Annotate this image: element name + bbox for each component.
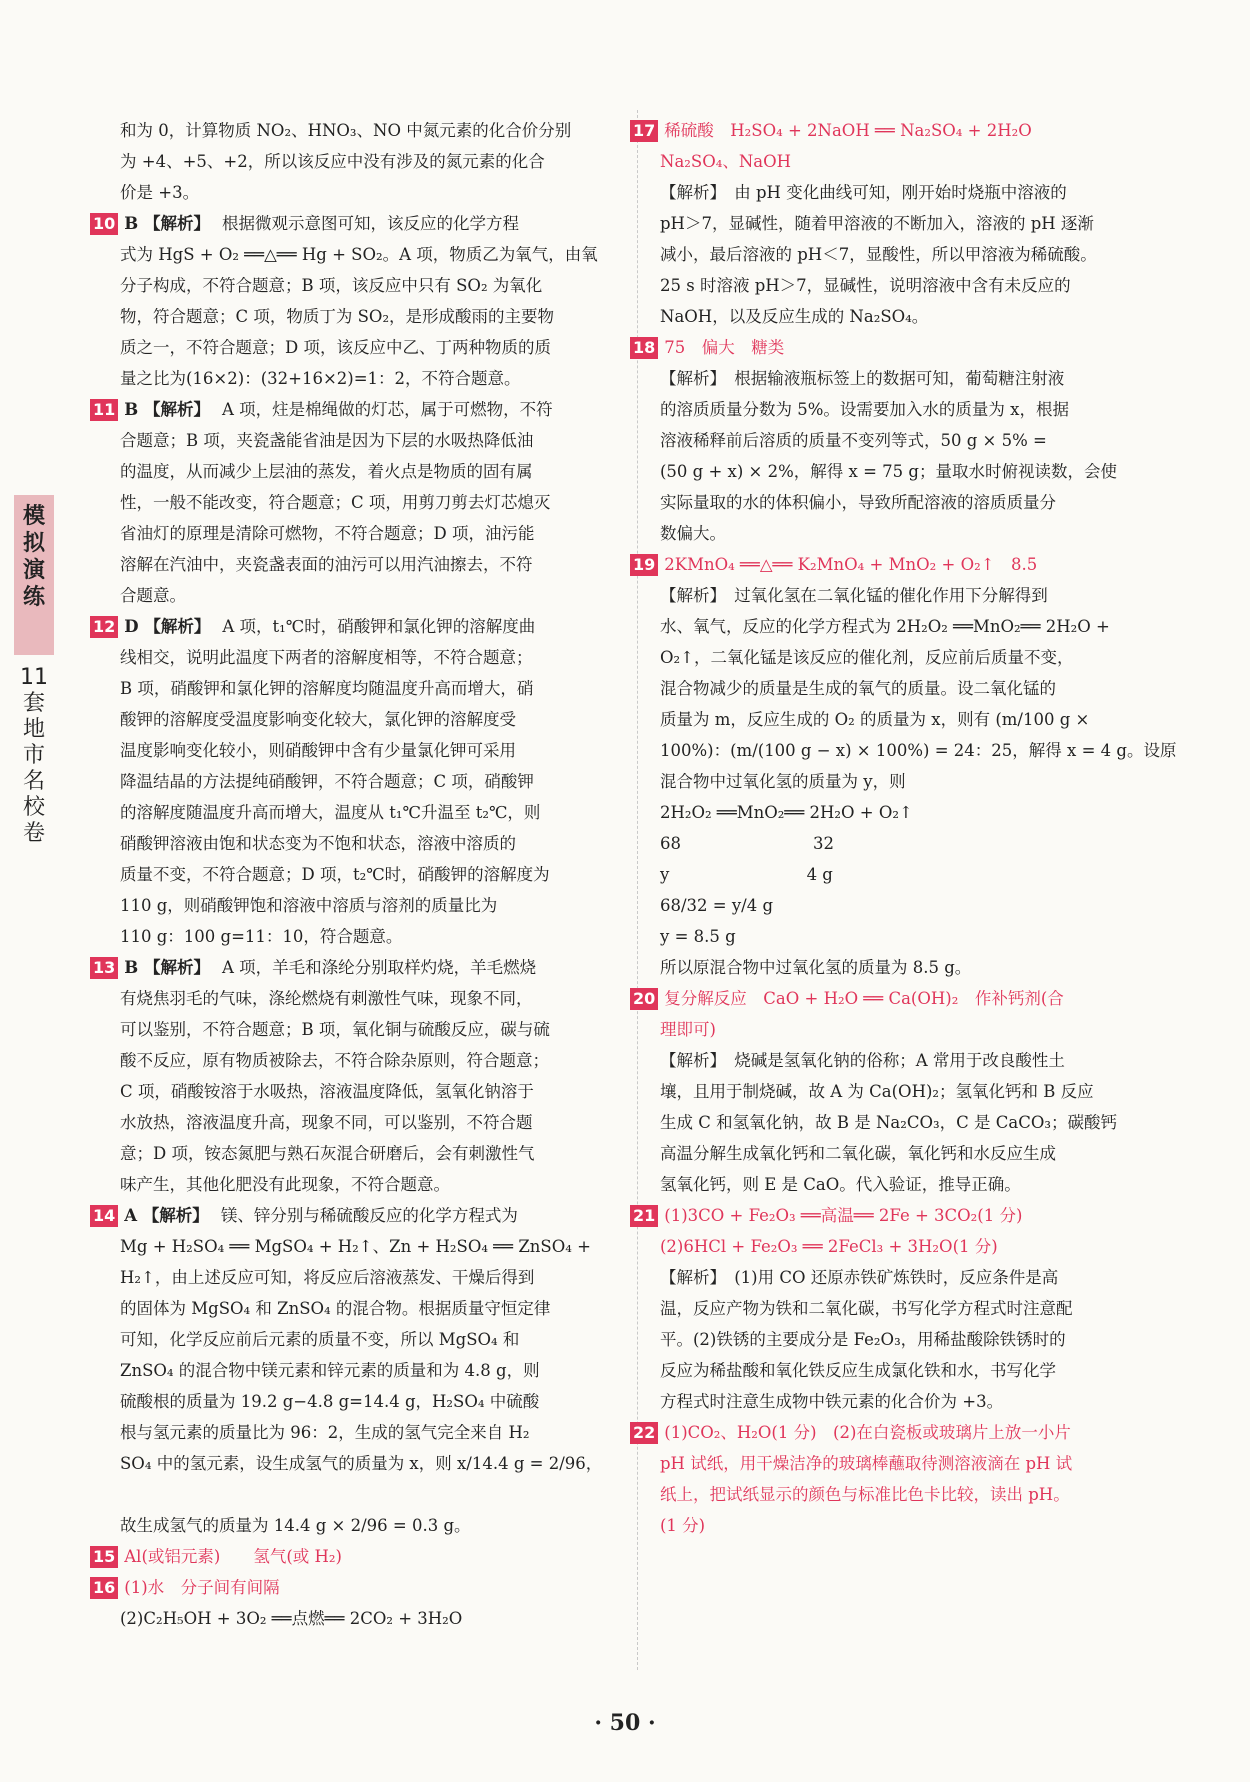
answer-heading: [633, 1417, 1180, 1448]
answer-heading: [633, 115, 1180, 146]
explanation-line: 酸不反应，原有物质被除去，不符合除杂原则，符合题意；: [120, 1051, 549, 1070]
explanation-line: 高温分解生成氧化钙和二氧化碳，氧化钙和水反应生成: [660, 1144, 1056, 1163]
explanation-line: 【解析】 过氧化氢在二氧化锰的催化作用下分解得到: [660, 586, 1048, 605]
answer-block: [93, 1200, 615, 1541]
explanation-line: (50 g + x) × 2%，解得 x = 75 g；量取水时俯视读数，会使: [660, 462, 1117, 481]
explanation-line: 和为 0，计算物质 NO₂、HNO₃、NO 中氮元素的化合价分别: [120, 121, 572, 140]
answer-heading: [93, 394, 615, 425]
explanation-line: 壤，且用于制烧碱，故 A 为 Ca(OH)₂；氢氧化钙和 B 反应: [660, 1082, 1094, 1101]
explanation-line: 实际量取的水的体积偏小，导致所配溶液的溶质质量分: [660, 493, 1056, 512]
explanation-line: 25 s 时溶液 pH＞7，显碱性，说明溶液中含有未反应的: [660, 276, 1071, 295]
answer-heading: [93, 611, 615, 642]
explanation-line: 的温度，从而减少上层油的蒸发，着火点是物质的固有属: [120, 462, 533, 481]
answer-heading: [93, 952, 615, 983]
explanation-line: 温，反应产物为铁和二氧化碳，书写化学方程式时注意配: [660, 1299, 1073, 1318]
explanation-line: 味产生，其他化肥没有此现象，不符合题意。: [120, 1175, 450, 1194]
question-number: 17: [630, 120, 658, 142]
explanation-line: NaOH，以及反应生成的 Na₂SO₄。: [660, 307, 929, 326]
explanation-line: 可知，化学反应前后元素的质量不变，所以 MgSO₄ 和: [120, 1330, 520, 1349]
answer-heading: [93, 1200, 615, 1231]
answer-key: D 【解析】: [124, 617, 211, 636]
explanation-line: 量之比为(16×2)：(32+16×2)=1：2，不符合题意。: [120, 369, 521, 388]
explanation-line: y = 8.5 g: [660, 927, 736, 946]
question-number: 20: [630, 988, 658, 1010]
answer-block: [633, 549, 1180, 983]
answer-block: [633, 983, 1180, 1200]
explanation-line: 硝酸钾溶液由饱和状态变为不饱和状态，溶液中溶质的: [120, 834, 516, 853]
explanation-line: 有烧焦羽毛的气味，涤纶燃烧有刺激性气味，现象不同，: [120, 989, 533, 1008]
answer-key: B 【解析】: [124, 214, 210, 233]
answer-block: [93, 394, 615, 611]
answer-key-continued: Na₂SO₄、NaOH: [660, 152, 792, 171]
explanation-line: (2)C₂H₅OH + 3O₂ ══点燃══ 2CO₂ + 3H₂O: [120, 1609, 463, 1628]
question-number: 11: [90, 399, 118, 421]
explanation-line: 的溶解度随温度升高而增大，温度从 t₁℃升温至 t₂℃，则: [120, 803, 541, 822]
explanation-line: 数偏大。: [660, 524, 726, 543]
explanation-line: 质量为 m，反应生成的 O₂ 的质量为 x，则有 (m/100 g ×: [660, 710, 1090, 729]
explanation-line: C 项，硝酸铵溶于水吸热，溶液温度降低，氢氧化钠溶于: [120, 1082, 534, 1101]
answer-key: 2KMnO₄ ══△══ K₂MnO₄ + MnO₂ + O₂↑ 8.5: [664, 555, 1038, 574]
explanation-line: O₂↑，二氧化锰是该反应的催化剂，反应前后质量不变，: [660, 648, 1074, 667]
side-tab-title: [14, 665, 54, 895]
explanation-line: H₂↑，由上述反应可知，将反应后溶液蒸发、干燥后得到: [120, 1268, 535, 1287]
answer-heading: [93, 208, 615, 239]
answer-block: [93, 611, 615, 952]
explanation-line: 意；D 项，铵态氮肥与熟石灰混合研磨后，会有刺激性气: [120, 1144, 535, 1163]
explanation-line: SO₄ 中的氢元素，设生成氢气的质量为 x，则 x/14.4 g = 2/96，: [120, 1454, 603, 1473]
answer-key: A 【解析】: [124, 1206, 209, 1225]
answer-key-continued: pH 试纸，用干燥洁净的玻璃棒蘸取待测溶液滴在 pH 试: [660, 1454, 1073, 1473]
explanation-line: 根与氢元素的质量比为 96：2，生成的氢气完全来自 H₂: [120, 1423, 530, 1442]
answer-heading: [93, 1572, 615, 1603]
explanation-line: 可以鉴别，不符合题意；B 项，氧化铜与硫酸反应，碳与硫: [120, 1020, 550, 1039]
explanation-line: 硫酸根的质量为 19.2 g−4.8 g=14.4 g，H₂SO₄ 中硫酸: [120, 1392, 540, 1411]
explanation-line: 溶液稀释前后溶质的质量不变列等式，50 g × 5% =: [660, 431, 1047, 450]
explanation-line: pH＞7，显碱性，随着甲溶液的不断加入，溶液的 pH 逐渐: [660, 214, 1094, 233]
explanation-line: 水放热，溶液温度升高，现象不同，可以鉴别，不符合题: [120, 1113, 533, 1132]
explanation-line: 110 g：100 g=11：10，符合题意。: [120, 927, 403, 946]
question-number: 13: [90, 957, 118, 979]
question-number: 19: [630, 554, 658, 576]
left-column: [93, 115, 615, 1634]
answer-heading: [93, 1541, 615, 1572]
explanation-line: 反应为稀盐酸和氧化铁反应生成氯化铁和水，书写化学: [660, 1361, 1056, 1380]
answer-key-continued: 纸上，把试纸显示的颜色与标准比色卡比较，读出 pH。: [660, 1485, 1070, 1504]
page-number: · 50 ·: [594, 1710, 656, 1736]
explanation-line: 分子构成，不符合题意；B 项，该反应中只有 SO₂ 为氧化: [120, 276, 543, 295]
answer-block: [93, 208, 615, 394]
answer-block: [633, 332, 1180, 549]
explanation-line: 质之一，不符合题意；D 项，该反应中乙、丁两种物质的质: [120, 338, 551, 357]
question-number: 21: [630, 1205, 658, 1227]
explanation-line: 的溶质质量分数为 5%。设需要加入水的质量为 x，根据: [660, 400, 1069, 419]
explanation-line: 【解析】 (1)用 CO 还原赤铁矿炼铁时，反应条件是高: [660, 1268, 1059, 1287]
explanation-text: A 项，炷是棉绳做的灯芯，属于可燃物，不符: [221, 400, 553, 419]
explanation-line: 合题意；B 项，夹瓷盏能省油是因为下层的水吸热降低油: [120, 431, 534, 450]
explanation-line: 【解析】 根据输液瓶标签上的数据可知，葡萄糖注射液: [660, 369, 1065, 388]
answer-key: 75 偏大 糖类: [664, 338, 785, 357]
explanation-line: ZnSO₄ 的混合物中镁元素和锌元素的质量和为 4.8 g，则: [120, 1361, 540, 1380]
explanation-line: 质量不变，不符合题意；D 项，t₂℃时，硝酸钾的溶解度为: [120, 865, 550, 884]
explanation-line: 的固体为 MgSO₄ 和 ZnSO₄ 的混合物。根据质量守恒定律: [120, 1299, 551, 1318]
question-number: 22: [630, 1422, 658, 1444]
answer-heading: [633, 332, 1180, 363]
explanation-line: 线相交，说明此温度下两者的溶解度相等，不符合题意；: [120, 648, 533, 667]
explanation-line: 混合物中过氧化氢的质量为 y，则: [660, 772, 906, 791]
explanation-line: 为 +4、+5、+2，所以该反应中没有涉及的氮元素的化合: [120, 152, 545, 171]
explanation-line: B 项，硝酸钾和氯化钾的溶解度均随温度升高而增大，硝: [120, 679, 534, 698]
question-number: 12: [90, 616, 118, 638]
explanation-line: 温度影响变化较小，则硝酸钾中含有少量氯化钾可采用: [120, 741, 516, 760]
explanation-line: 酸钾的溶解度受温度影响变化较大，氯化钾的溶解度受: [120, 710, 516, 729]
answer-block: [633, 115, 1180, 332]
right-column: [633, 115, 1180, 1541]
explanation-line: 100%)：(m/(100 g − x) × 100%) = 24：25，解得 x = 4 g。设原: [660, 741, 1177, 760]
answer-block: [633, 1200, 1180, 1417]
explanation-line: 合题意。: [120, 586, 186, 605]
answer-key: 复分解反应 CaO + H₂O ══ Ca(OH)₂ 作补钙剂(合: [664, 989, 1064, 1008]
explanation-line: 68/32 = y/4 g: [660, 896, 774, 915]
question-number: 10: [90, 213, 118, 235]
question-number: 15: [90, 1546, 118, 1568]
explanation-line: 混合物减少的质量是生成的氧气的质量。设二氧化锰的: [660, 679, 1056, 698]
explanation-line: 110 g，则硝酸钾饱和溶液中溶质与溶剂的质量比为: [120, 896, 498, 915]
answer-key: B 【解析】: [124, 400, 210, 419]
explanation-text: A 项，羊毛和涤纶分别取样灼烧，羊毛燃烧: [221, 958, 537, 977]
side-tab-subtitle: 11套地市名校卷: [20, 665, 48, 846]
explanation-line: y 4 g: [660, 865, 833, 884]
explanation-line: 所以原混合物中过氧化氢的质量为 8.5 g。: [660, 958, 972, 977]
explanation-line: 【解析】 由 pH 变化曲线可知，刚开始时烧瓶中溶液的: [660, 183, 1067, 202]
explanation-line: 降温结晶的方法提纯硝酸钾，不符合题意；C 项，硝酸钾: [120, 772, 534, 791]
answer-key: (1)水 分子间有间隔: [124, 1578, 280, 1597]
answer-block: [93, 952, 615, 1200]
explanation-line: 减小，最后溶液的 pH＜7，显酸性，所以甲溶液为稀硫酸。: [660, 245, 1097, 264]
explanation-line: 式为 HgS + O₂ ══△══ Hg + SO₂。A 项，物质乙为氧气，由氧: [120, 245, 598, 264]
answer-key: (1)3CO + Fe₂O₃ ══高温══ 2Fe + 3CO₂(1 分): [664, 1206, 1023, 1225]
explanation-line: [120, 1479, 615, 1510]
answer-block: [120, 115, 615, 208]
explanation-line: 氢氧化钙，则 E 是 CaO。代入验证，推导正确。: [660, 1175, 1021, 1194]
explanation-text: 镁、锌分别与稀硫酸反应的化学方程式为: [220, 1206, 518, 1225]
answer-block: [93, 1541, 615, 1572]
answer-key: B 【解析】: [124, 958, 210, 977]
explanation-line: 省油灯的原理是清除可燃物，不符合题意；D 项，油污能: [120, 524, 535, 543]
explanation-line: 【解析】 烧碱是氢氧化钠的俗称；A 常用于改良酸性土: [660, 1051, 1065, 1070]
explanation-text: A 项，t₁℃时，硝酸钾和氯化钾的溶解度曲: [222, 617, 536, 636]
explanation-line: 故生成氢气的质量为 14.4 g × 2/96 = 0.3 g。: [120, 1516, 471, 1535]
answer-key: (1)CO₂、H₂O(1 分) (2)在白瓷板或玻璃片上放一小片: [664, 1423, 1071, 1442]
answer-key-continued: 理即可): [660, 1020, 716, 1039]
explanation-line: 68 32: [660, 834, 834, 853]
answer-block: [93, 1572, 615, 1634]
explanation-line: 方程式时注意生成物中铁元素的化合价为 +3。: [660, 1392, 1004, 1411]
question-number: 18: [630, 337, 658, 359]
question-number: 16: [90, 1577, 118, 1599]
side-tab-category: [14, 495, 54, 655]
explanation-line: 性，一般不能改变，符合题意；C 项，用剪刀剪去灯芯熄灭: [120, 493, 551, 512]
explanation-line: Mg + H₂SO₄ ══ MgSO₄ + H₂↑、Zn + H₂SO₄ ══ ZnSO₄ +: [120, 1237, 591, 1256]
explanation-line: 平。(2)铁锈的主要成分是 Fe₂O₃，用稀盐酸除铁锈时的: [660, 1330, 1066, 1349]
answer-key: Al(或铝元素) 氢气(或 H₂): [124, 1547, 342, 1566]
explanation-line: 价是 +3。: [120, 183, 200, 202]
question-number: 14: [90, 1205, 118, 1227]
explanation-line: 2H₂O₂ ══MnO₂══ 2H₂O + O₂↑: [660, 803, 913, 822]
answer-heading: [633, 983, 1180, 1014]
answer-heading: [633, 1200, 1180, 1231]
answer-heading: [633, 549, 1180, 580]
explanation-text: 根据微观示意图可知，该反应的化学方程: [221, 214, 519, 233]
side-tab-label: 模拟演练: [22, 504, 45, 610]
answer-block: [633, 1417, 1180, 1541]
explanation-line: 生成 C 和氢氧化钠，故 B 是 Na₂CO₃，C 是 CaCO₃；碳酸钙: [660, 1113, 1117, 1132]
explanation-line: 水、氧气，反应的化学方程式为 2H₂O₂ ══MnO₂══ 2H₂O +: [660, 617, 1110, 636]
answer-key: 稀硫酸 H₂SO₄ + 2NaOH ══ Na₂SO₄ + 2H₂O: [664, 121, 1032, 140]
answer-key-continued: (1 分): [660, 1516, 706, 1535]
explanation-line: 物，符合题意；C 项，物质丁为 SO₂，是形成酸雨的主要物: [120, 307, 555, 326]
explanation-line: 溶解在汽油中，夹瓷盏表面的油污可以用汽油擦去，不符: [120, 555, 533, 574]
answer-key-continued: (2)6HCl + Fe₂O₃ ══ 2FeCl₃ + 3H₂O(1 分): [660, 1237, 998, 1256]
